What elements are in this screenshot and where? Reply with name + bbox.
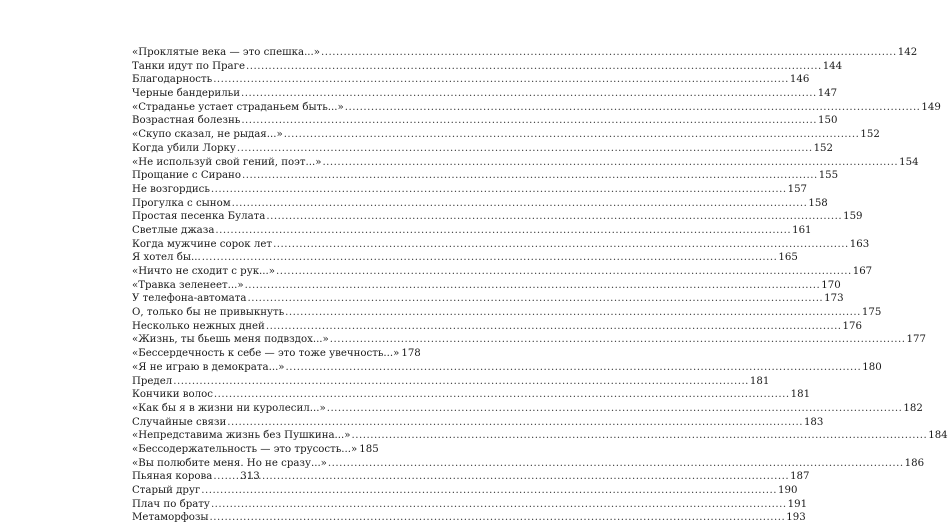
toc-entry-page: 157 [787, 183, 808, 195]
toc-entry [132, 238, 870, 252]
toc-entry-page: 187 [790, 471, 810, 483]
toc-entry [132, 416, 824, 430]
toc-entry-title: Кончики волос [132, 389, 213, 401]
toc-entry-page: 155 [818, 170, 839, 182]
toc-entry-page: 183 [803, 416, 824, 428]
toc-entry-title: Когда мужчине сорок лет [132, 238, 273, 250]
dot-leader [273, 238, 849, 252]
toc-entry [132, 128, 880, 142]
toc-entry-page: 190 [778, 485, 798, 496]
toc-entry-page: 177 [906, 334, 926, 346]
toc-entry-page: 167 [852, 266, 873, 277]
toc-entry-page: 185 [359, 443, 379, 455]
toc-entry [132, 142, 834, 156]
dot-leader [246, 60, 822, 74]
toc-entry-page: 191 [787, 498, 808, 510]
toc-entry-page: 170 [821, 279, 841, 291]
table-of-contents [132, 46, 948, 525]
toc-entry-page: 147 [817, 88, 838, 100]
dot-leader [211, 183, 787, 197]
toc-entry-page: 176 [842, 320, 862, 332]
toc-entry-title: Благодарность [132, 74, 213, 86]
dot-leader [241, 87, 817, 101]
toc-entry [132, 46, 918, 60]
toc-entry-title: Я хотел бы... [132, 252, 201, 264]
dot-leader [241, 114, 817, 128]
toc-entry-title: Черные бандерильи [132, 88, 241, 100]
dot-leader [214, 388, 790, 402]
toc-entry-page: 146 [789, 74, 810, 86]
toc-entry [132, 457, 925, 471]
toc-entry [132, 114, 838, 128]
dot-leader [202, 251, 778, 265]
toc-entry-page: 182 [903, 402, 923, 414]
toc-entry [132, 183, 808, 197]
toc-entry-page: 152 [813, 142, 834, 154]
toc-entry [132, 87, 838, 101]
toc-entry-page: 193 [786, 512, 806, 524]
toc-entry [132, 73, 810, 87]
toc-entry [132, 306, 882, 320]
toc-entry-title: «Скупо сказал, не рыдая...» [132, 129, 283, 141]
toc-entry-page: 152 [860, 129, 880, 141]
dot-leader [237, 142, 813, 156]
dot-leader [328, 457, 904, 471]
toc-entry-title: «Проклятые века — это спешка...» [132, 47, 321, 58]
toc-entry-title: «Страданье устает страданьем быть...» [132, 101, 344, 113]
toc-entry-title: Плач по брату [132, 498, 210, 510]
toc-entry [132, 60, 843, 74]
dot-leader [227, 416, 803, 430]
dot-leader [245, 279, 821, 293]
toc-entry-page: 149 [921, 101, 941, 113]
toc-entry-title: Простая песенка Булата [132, 211, 266, 223]
toc-entry [132, 347, 421, 361]
toc-entry [132, 498, 808, 512]
toc-entry-page: 184 [928, 430, 948, 442]
toc-entry-title: У телефона-автомата [132, 293, 247, 305]
toc-entry-title: Возрастная болезнь [132, 115, 241, 127]
dot-leader [276, 265, 852, 279]
dot-leader [266, 210, 842, 224]
dot-leader [213, 73, 789, 87]
toc-entry [132, 265, 873, 279]
toc-entry [132, 443, 379, 457]
dot-leader [173, 375, 749, 389]
toc-entry [132, 101, 941, 115]
toc-entry [132, 279, 841, 293]
toc-entry-title: О, только бы не привыкнуть [132, 307, 285, 319]
toc-entry-page: 163 [849, 238, 870, 250]
toc-entry-page: 142 [897, 47, 918, 58]
toc-entry-title: Несколько нежных дней [132, 320, 265, 332]
toc-entry-page: 154 [899, 156, 919, 168]
toc-entry-title: «Я не играю в демократа...» [132, 361, 285, 373]
toc-entry [132, 361, 882, 375]
dot-leader [266, 320, 842, 334]
toc-entry-title: Старый друг [132, 485, 201, 496]
dot-leader [286, 361, 862, 375]
dot-leader [330, 333, 906, 347]
toc-entry-title: Не возгордись [132, 183, 210, 195]
dot-leader [242, 169, 818, 183]
toc-entry-title: Светлые джаза [132, 224, 215, 236]
page-number: 313 [240, 471, 260, 482]
dot-leader [327, 402, 903, 416]
toc-entry-title: Танки идут по Праге [132, 60, 245, 72]
toc-entry [132, 169, 839, 183]
dot-leader [284, 128, 860, 142]
toc-entry-page: 180 [862, 361, 882, 373]
toc-entry-page: 161 [792, 224, 812, 236]
toc-entry-page: 158 [808, 197, 828, 209]
toc-entry [132, 320, 862, 334]
toc-entry-page: 181 [749, 375, 770, 387]
toc-entry [132, 388, 811, 402]
toc-entry [132, 210, 863, 224]
toc-entry-title: Прощание с Сирано [132, 170, 241, 182]
toc-entry-title: «Бессодержательность — это трусость...» [132, 443, 358, 455]
toc-entry-page: 144 [822, 60, 843, 72]
toc-entry [132, 292, 844, 306]
dot-leader [345, 101, 921, 115]
toc-entry-page: 159 [843, 211, 863, 223]
toc-entry [132, 333, 926, 347]
toc-entry-title: «Непредставима жизнь без Пушкина...» [132, 430, 351, 442]
toc-entry-page: 173 [824, 293, 844, 305]
toc-entry-title: «Жизнь, ты бьешь меня подвздох...» [132, 334, 329, 346]
dot-leader [215, 224, 791, 238]
dot-leader [247, 292, 823, 306]
toc-entry-title: Метаморфозы [132, 512, 209, 524]
toc-entry [132, 429, 948, 443]
dot-leader [321, 46, 897, 60]
toc-entry-page: 150 [818, 115, 838, 127]
toc-entry-title: «Травка зеленеет...» [132, 279, 244, 291]
toc-entry-page: 181 [790, 389, 811, 401]
dot-leader [232, 197, 808, 211]
toc-entry-title: «Как бы я в жизни ни куролесил...» [132, 402, 326, 414]
toc-entry [132, 251, 798, 265]
toc-entry-title: «Бессердечность к себе — это тоже увечность...» [132, 348, 400, 360]
toc-entry-title: Случайные связи [132, 416, 227, 428]
toc-entry-title: Когда убили Лорку [132, 142, 236, 154]
toc-entry [132, 375, 770, 389]
toc-entry-page: 186 [904, 457, 925, 469]
toc-entry-title: «Не используй свой гений, поэт...» [132, 156, 322, 168]
toc-entry [132, 224, 812, 238]
toc-entry-page: 175 [861, 307, 882, 319]
toc-entry [132, 402, 923, 416]
toc-entry [132, 197, 828, 211]
toc-entry-title: «Ничто не сходит с рук...» [132, 266, 276, 277]
toc-entry-title: Прогулка с сыном [132, 197, 231, 209]
toc-entry [132, 484, 798, 498]
toc-entry-title: Предел [132, 375, 173, 387]
toc-entry-page: 165 [778, 252, 798, 264]
dot-leader [211, 498, 787, 512]
toc-entry [132, 156, 919, 170]
dot-leader [210, 511, 786, 525]
dot-leader [322, 156, 898, 170]
dot-leader [201, 484, 777, 498]
toc-entry-title: «Вы полюбите меня. Но не сразу...» [132, 457, 327, 469]
toc-entry-title: Пьяная корова [132, 471, 213, 483]
dot-leader [352, 429, 928, 443]
toc-entry [132, 511, 806, 525]
dot-leader [285, 306, 861, 320]
toc-entry-page: 178 [401, 348, 421, 360]
